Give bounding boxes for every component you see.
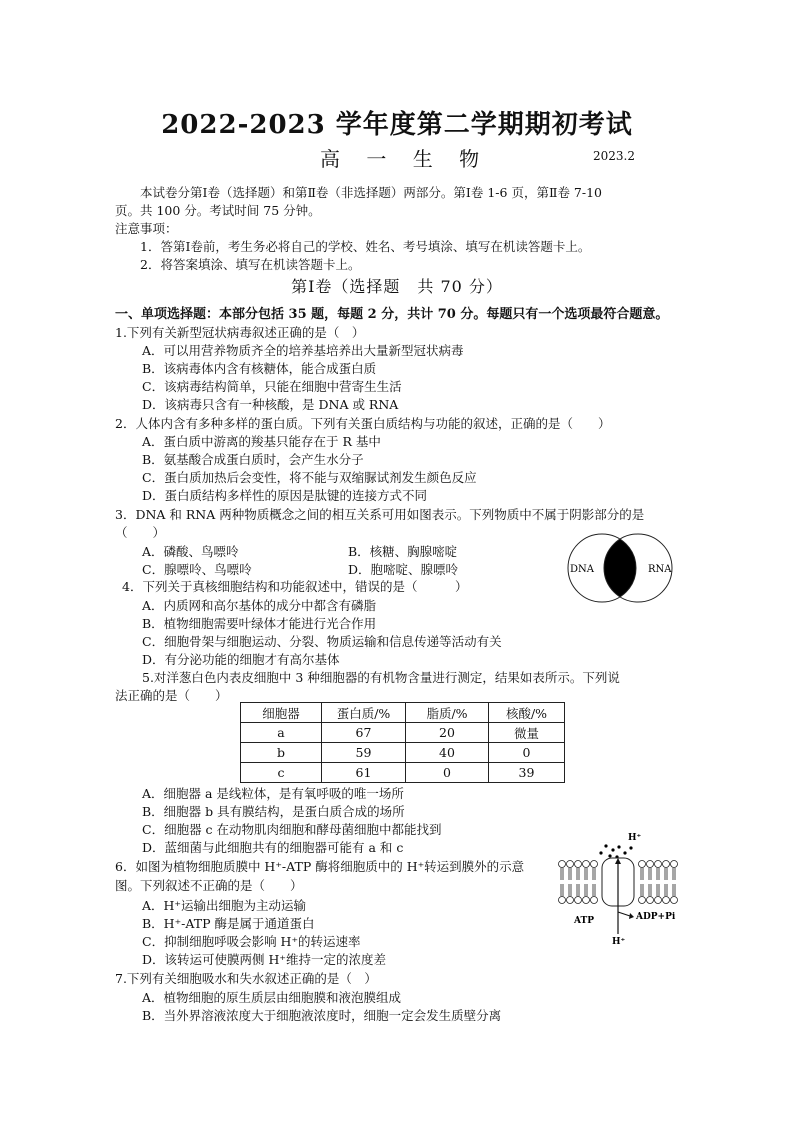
q3-option-c: C．腺嘌呤、鸟嘌呤 bbox=[142, 562, 252, 577]
table-cell: 61 bbox=[322, 763, 406, 783]
exam-date: 2023.2 bbox=[593, 149, 635, 163]
venn-diagram bbox=[560, 532, 680, 604]
q6-option-a: A．H⁺运输出细胞为主动运输 bbox=[142, 898, 307, 913]
q3-option-a: A．磷酸、鸟嘌呤 bbox=[142, 544, 239, 559]
q2-option-b: B．氨基酸合成蛋白质时，会产生水分子 bbox=[142, 452, 364, 467]
q7-stem: 7.下列有关细胞吸水和失水叙述正确的是（ ） bbox=[115, 971, 377, 986]
table-cell: 0 bbox=[406, 763, 489, 783]
membrane-diagram bbox=[556, 826, 682, 952]
table-header: 核酸/% bbox=[489, 703, 565, 723]
intro-line-2: 页。共 100 分。考试时间 75 分钟。 bbox=[115, 203, 321, 218]
venn-label-rna: RNA bbox=[648, 564, 672, 575]
table-cell: 微量 bbox=[489, 723, 565, 743]
q1-option-c: C．该病毒结构简单，只能在细胞中营寄生生活 bbox=[142, 379, 402, 394]
q5-option-b: B．细胞器 b 具有膜结构，是蛋白质合成的场所 bbox=[142, 804, 405, 819]
exam-title: 2022-2023 学年度第二学期期初考试 bbox=[161, 110, 633, 140]
q6-stem-line-2: 图。下列叙述不正确的是（ ） bbox=[115, 878, 303, 893]
table-row bbox=[241, 763, 565, 783]
fig-label-h-top: H⁺ bbox=[628, 833, 642, 843]
table-cell: 67 bbox=[322, 723, 406, 743]
venn-label-dna: DNA bbox=[570, 564, 594, 575]
q4-option-d: D．有分泌功能的细胞才有高尔基体 bbox=[142, 652, 340, 667]
q6-option-c: C．抑制细胞呼吸会影响 H⁺的转运速率 bbox=[142, 934, 361, 949]
q2-option-a: A．蛋白质中游离的羧基只能存在于 R 基中 bbox=[142, 434, 381, 449]
intro-line-1: 本试卷分第Ⅰ卷（选择题）和第Ⅱ卷（非选择题）两部分。第Ⅰ卷 1-6 页，第Ⅱ卷 7-10 bbox=[140, 185, 603, 200]
exam-subject: 高 一 生 物 bbox=[320, 147, 490, 171]
q2-option-d: D．蛋白质结构多样性的原因是肽键的连接方式不同 bbox=[142, 488, 428, 503]
q1-option-a: A．可以用营养物质齐全的培养基培养出大量新型冠状病毒 bbox=[142, 343, 464, 358]
q3-stem-line-2: （ ） bbox=[115, 525, 166, 540]
q5-stem-line-1: 5.对洋葱白色内表皮细胞中 3 种细胞器的有机物含量进行测定，结果如表所示。下列说 bbox=[142, 670, 620, 685]
table-cell: b bbox=[241, 743, 322, 763]
q2-stem: 2．人体内含有多种多样的蛋白质。下列有关蛋白质结构与功能的叙述，正确的是（ ） bbox=[115, 416, 611, 431]
notice-2: 2．将答案填涂、填写在机读答题卡上。 bbox=[140, 257, 361, 272]
q5-option-d: D．蓝细菌与此细胞共有的细胞器可能有 a 和 c bbox=[142, 840, 404, 855]
q5-option-c: C．细胞器 c 在动物肌肉细胞和酵母菌细胞中都能找到 bbox=[142, 822, 442, 837]
q6-stem-line-1: 6．如图为植物细胞质膜中 H⁺-ATP 酶将细胞质中的 H⁺转运到膜外的示意 bbox=[115, 859, 525, 874]
q3-option-d: D．胞嘧啶、腺嘌呤 bbox=[348, 562, 459, 577]
q4-stem: 4．下列关于真核细胞结构和功能叙述中，错误的是（ ） bbox=[122, 579, 468, 594]
notice-title: 注意事项： bbox=[115, 221, 178, 236]
table-cell: c bbox=[241, 763, 322, 783]
fig-label-adp: ADP+Pi bbox=[636, 912, 676, 922]
table-cell: a bbox=[241, 723, 322, 743]
table-cell: 20 bbox=[406, 723, 489, 743]
q5-option-a: A．细胞器 a 是线粒体，是有氧呼吸的唯一场所 bbox=[142, 786, 404, 801]
q4-option-c: C．细胞骨架与细胞运动、分裂、物质运输和信息传递等活动有关 bbox=[142, 634, 502, 649]
q3-option-b: B．核糖、胸腺嘧啶 bbox=[348, 544, 458, 559]
q4-option-b: B．植物细胞需要叶绿体才能进行光合作用 bbox=[142, 616, 377, 631]
q7-option-b: B．当外界溶液浓度大于细胞液浓度时，细胞一定会发生质壁分离 bbox=[142, 1008, 502, 1023]
q7-option-a: A．植物细胞的原生质层由细胞膜和液泡膜组成 bbox=[142, 990, 402, 1005]
q1-option-b: B．该病毒体内含有核糖体，能合成蛋白质 bbox=[142, 361, 377, 376]
table-cell: 59 bbox=[322, 743, 406, 763]
notice-1: 1．答第Ⅰ卷前，考生务必将自己的学校、姓名、考号填涂、填写在机读答题卡上。 bbox=[140, 239, 591, 254]
table-row bbox=[241, 723, 565, 743]
q5-stem-line-2: 法正确的是（ ） bbox=[115, 688, 228, 703]
h-ion-dots bbox=[599, 844, 632, 858]
q4-option-a: A．内质网和高尔基体的成分中都含有磷脂 bbox=[142, 598, 377, 613]
table-cell: 0 bbox=[489, 743, 565, 763]
atp-arrow-head bbox=[629, 913, 634, 919]
q3-stem-line-1: 3．DNA 和 RNA 两种物质概念之间的相互关系可用如图表示。下列物质中不属于阴影部分的是 bbox=[115, 507, 645, 522]
atp-arrow bbox=[618, 912, 630, 916]
fig-label-h-bottom: H⁺ bbox=[612, 937, 626, 947]
fig-label-atp: ATP bbox=[574, 916, 594, 926]
table-cell: 39 bbox=[489, 763, 565, 783]
table-header: 细胞器 bbox=[241, 703, 322, 723]
table-cell: 40 bbox=[406, 743, 489, 763]
section-title: 第Ⅰ卷（选择题 共 70 分） bbox=[291, 277, 503, 296]
organelle-table bbox=[240, 702, 565, 783]
q2-option-c: C．蛋白质加热后会变性，将不能与双缩脲试剂发生颜色反应 bbox=[142, 470, 477, 485]
q1-stem: 1.下列有关新型冠状病毒叙述正确的是（ ） bbox=[115, 325, 365, 340]
q6-option-d: D．该转运可使膜两侧 H⁺维持一定的浓度差 bbox=[142, 952, 386, 967]
part-heading: 一、单项选择题：本部分包括 35 题，每题 2 分，共计 70 分。每题只有一个选项最符合题意。 bbox=[115, 307, 669, 322]
table-header-row bbox=[241, 703, 565, 723]
table-header: 蛋白质/% bbox=[322, 703, 406, 723]
table-row bbox=[241, 743, 565, 763]
table-header: 脂质/% bbox=[406, 703, 489, 723]
q6-option-b: B．H⁺-ATP 酶是属于通道蛋白 bbox=[142, 916, 315, 931]
q1-option-d: D．该病毒只含有一种核酸，是 DNA 或 RNA bbox=[142, 397, 399, 412]
